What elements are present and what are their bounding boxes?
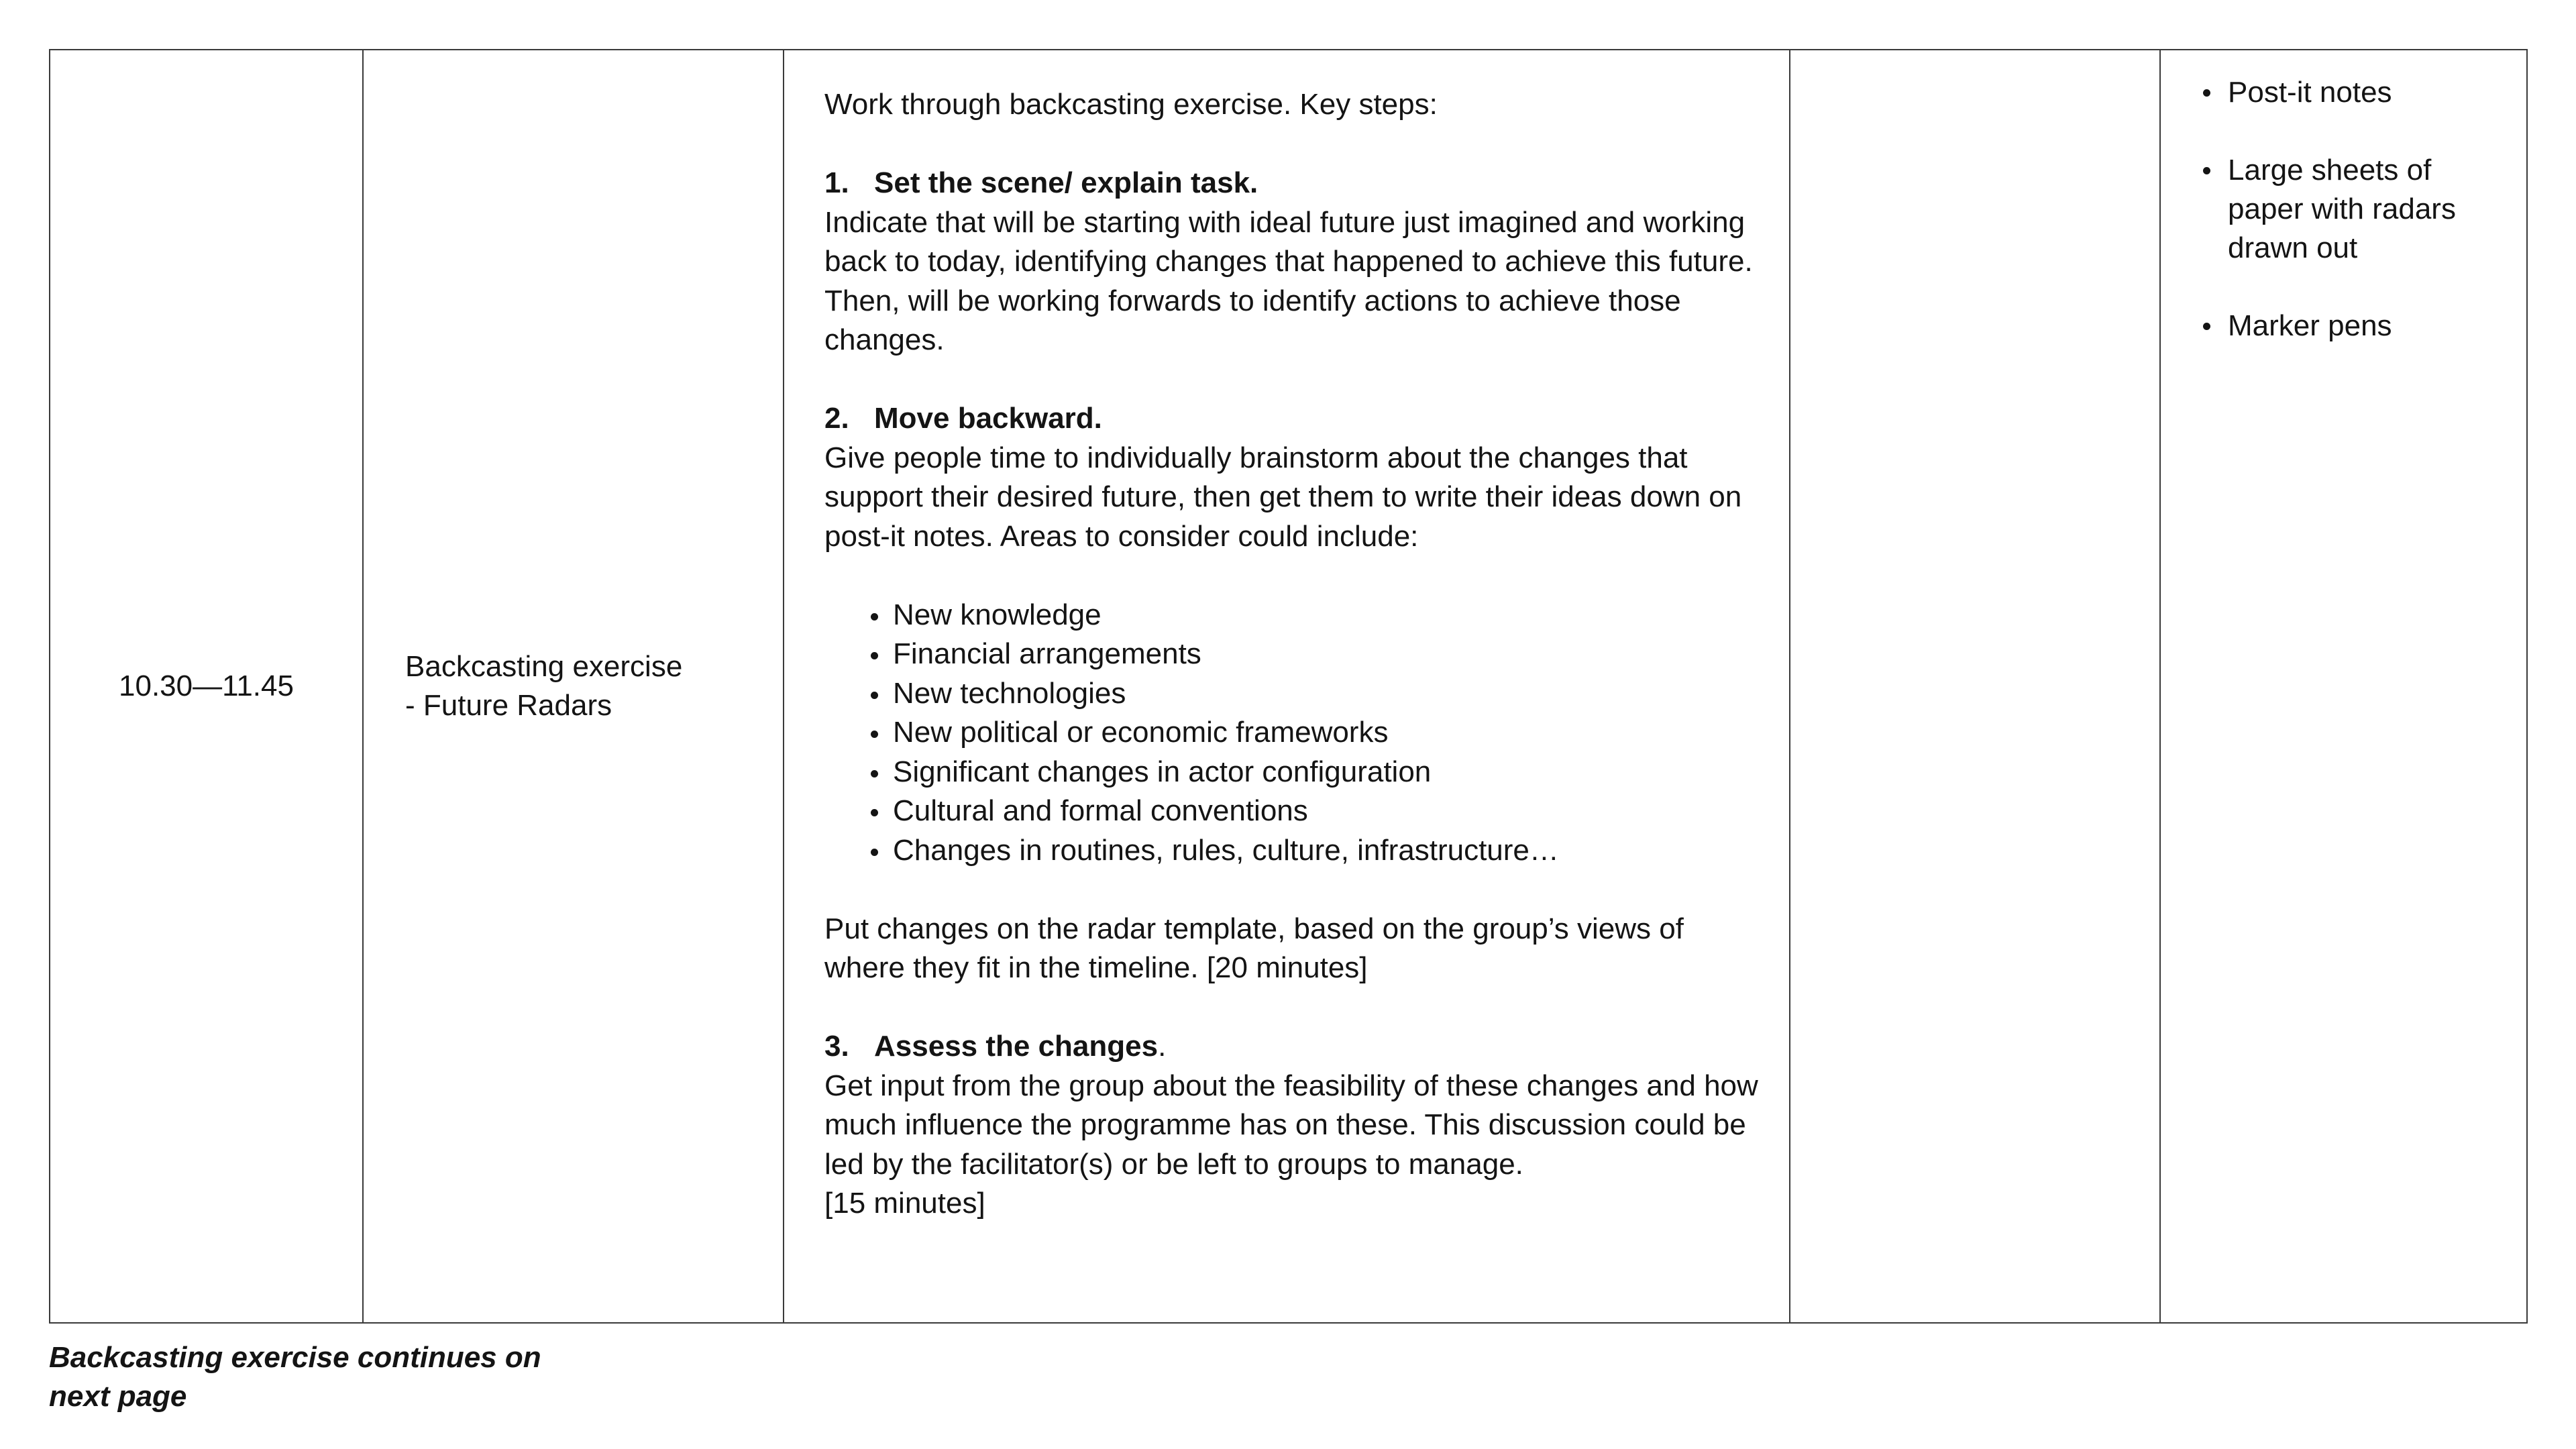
list-item: Cultural and formal conventions (869, 792, 1764, 831)
continuation-note-line-1: Backcasting exercise continues on (49, 1341, 541, 1374)
step-2-after: Put changes on the radar template, based on the group’s views of where they fit in the timeline. [20 minutes] (824, 912, 1684, 984)
list-item: Post-it notes (2201, 73, 2496, 112)
materials-cell (2161, 50, 2526, 1322)
areas-to-consider-list (824, 596, 1764, 871)
continuation-note (49, 1338, 541, 1416)
list-item: New political or economic frameworks (869, 713, 1764, 753)
step-2-title: 2. Move backward. (824, 402, 1102, 435)
activity-intro: Work through backcasting exercise. Key steps: (824, 88, 1438, 121)
list-item: Significant changes in actor configuration (869, 753, 1764, 792)
step-3-body: Get input from the group about the feasibility of these changes and how much influence the programme has on these. This discussion could be led by the facilitator(s) or be left to groups to manage. (824, 1069, 1758, 1181)
step-1-title: 1. Set the scene/ explain task. (824, 166, 1258, 199)
activity-cell (784, 50, 1790, 1322)
session-title-line-1: Backcasting exercise (405, 650, 683, 683)
materials-list (2201, 73, 2496, 384)
session-title (405, 647, 682, 725)
continuation-note-line-2: next page (49, 1380, 187, 1413)
activity-description (824, 85, 1764, 1224)
time-range: 10.30—11.45 (119, 669, 294, 702)
session-title-line-2: - Future Radars (405, 689, 612, 722)
list-item: Large sheets of paper with radars drawn out (2201, 151, 2496, 268)
step-3-duration: [15 minutes] (824, 1187, 985, 1220)
session-table (49, 49, 2528, 1324)
session-cell (364, 50, 784, 1322)
step-2-body: Give people time to individually brainstorm about the changes that support their desired future, then get them to write their ideas down on post-it notes. Areas to consider could include: (824, 441, 1742, 553)
step-1-body: Indicate that will be starting with ideal future just imagined and working back to today, identifying changes that happened to achieve this future. Then, will be working forwards to identify actions to achieve those changes. (824, 205, 1753, 356)
list-item: Changes in routines, rules, culture, infrastructure… (869, 831, 1764, 871)
list-item: Financial arrangements (869, 635, 1764, 674)
list-item: New technologies (869, 674, 1764, 714)
list-item: New knowledge (869, 596, 1764, 635)
list-item: Marker pens (2201, 307, 2496, 345)
notes-cell (1790, 50, 2161, 1322)
time-cell (50, 50, 364, 1322)
step-3-title: 3. Assess the changes. (824, 1030, 1167, 1063)
